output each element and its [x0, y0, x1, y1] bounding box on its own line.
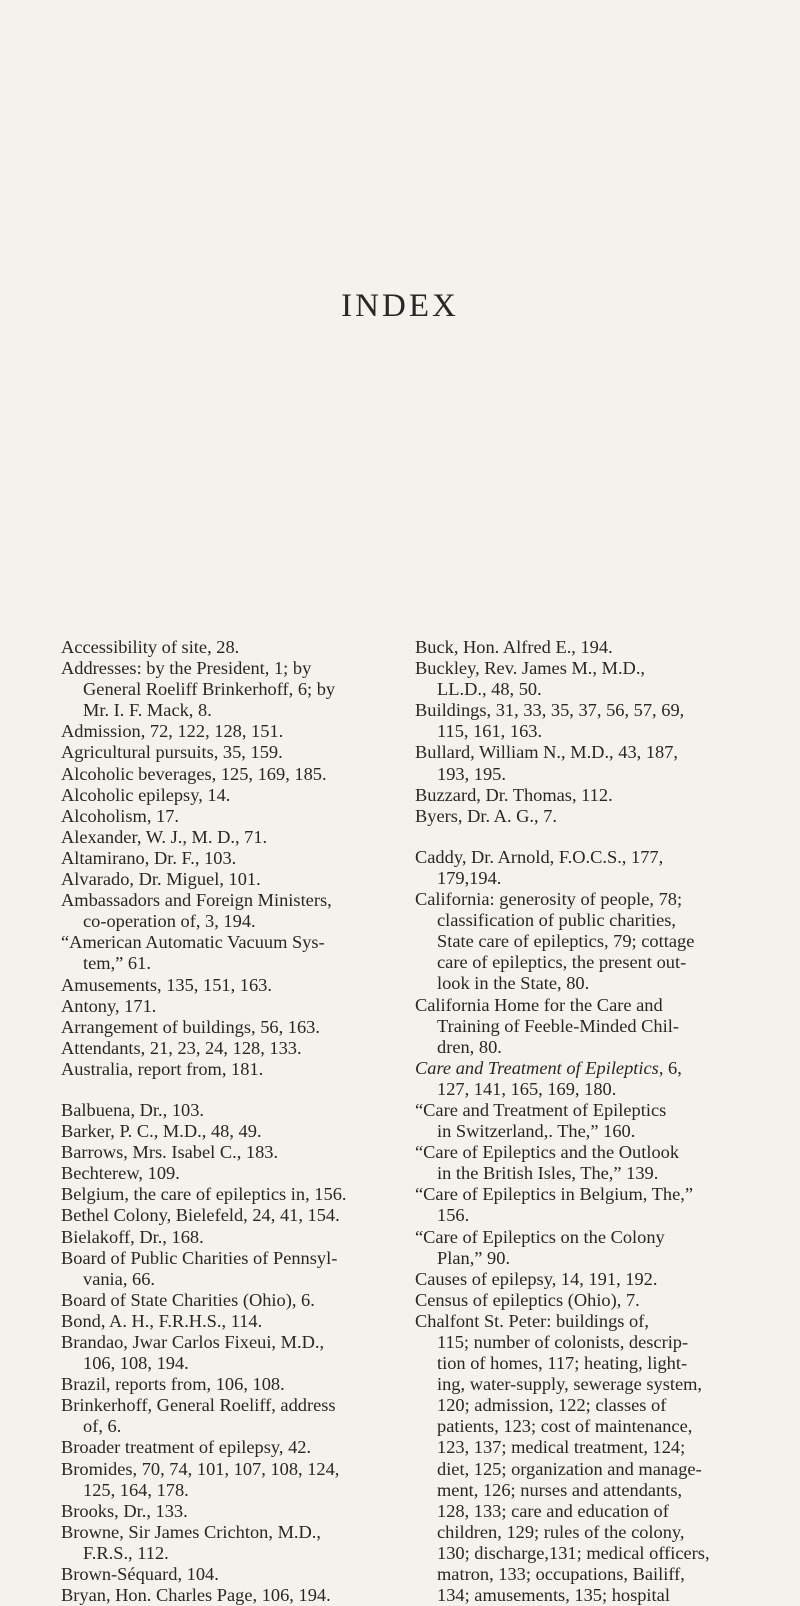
index-entry-line: Alvarado, Dr. Miguel, 101.	[61, 869, 261, 890]
index-entry	[61, 1437, 406, 1458]
index-entry-line: Alcoholic beverages, 125, 169, 185.	[61, 763, 327, 784]
index-entry	[415, 806, 760, 827]
index-entry-line: in the British Isles, The,” 139.	[437, 1163, 659, 1184]
index-entry-line: 156.	[437, 1205, 470, 1226]
index-entry	[415, 742, 760, 784]
index-entry-line: vania, 66.	[83, 1268, 156, 1289]
index-entry-line: 106, 108, 194.	[83, 1353, 189, 1374]
index-entry-line: ing, water-supply, sewerage system,	[437, 1374, 703, 1395]
index-entry-line: Belgium, the care of epileptics in, 156.	[61, 1184, 347, 1205]
index-entry	[415, 1227, 760, 1269]
index-entry	[61, 637, 406, 658]
index-entry-line: classification of public charities,	[437, 910, 676, 931]
index-entry-line: Brazil, reports from, 106, 108.	[61, 1374, 285, 1395]
index-entry-line: Brown-Séquard, 104.	[61, 1564, 219, 1585]
index-entry	[61, 1248, 406, 1290]
index-entry	[415, 1142, 760, 1184]
index-entry	[415, 1269, 760, 1290]
index-entry-line: look in the State, 80.	[437, 973, 590, 994]
index-entry-line: Barrows, Mrs. Isabel C., 183.	[61, 1142, 279, 1163]
index-entry-line: 120; admission, 122; classes of	[437, 1395, 667, 1416]
index-entry	[61, 996, 406, 1017]
index-entry-line: Amusements, 135, 151, 163.	[61, 974, 272, 995]
index-entry-line: Chalfont St. Peter: buildings of,	[415, 1310, 649, 1331]
index-entry-line: Barker, P. C., M.D., 48, 49.	[61, 1121, 262, 1142]
index-entry	[415, 700, 760, 742]
index-entry	[61, 1017, 406, 1038]
index-entry-line: Buck, Hon. Alfred E., 194.	[415, 637, 613, 657]
index-entry	[61, 658, 406, 721]
index-entry-line: Plan,” 90.	[437, 1247, 511, 1268]
index-entry-line: in Switzerland,. The,” 160.	[437, 1121, 636, 1142]
index-entry-line: Bethel Colony, Bielefeld, 24, 41, 154.	[61, 1205, 340, 1226]
index-entry-line: 115, 161, 163.	[437, 721, 543, 742]
index-entry-line: Altamirano, Dr. F., 103.	[61, 847, 237, 868]
index-entry	[61, 806, 406, 827]
index-entry	[61, 869, 406, 890]
index-entry	[415, 1311, 760, 1606]
index-entry-line: Buckley, Rev. James M., M.D.,	[415, 658, 646, 679]
index-entry	[61, 890, 406, 932]
index-entry-line: Alcoholic epilepsy, 14.	[61, 784, 231, 805]
index-entry-line: Broader treatment of epilepsy, 42.	[61, 1437, 312, 1458]
index-entry-line: California Home for the Care and	[415, 994, 663, 1015]
index-entry-line: Board of Public Charities of Pennsyl-	[61, 1247, 338, 1268]
index-entry-line: Bryan, Hon. Charles Page, 106, 194.	[61, 1585, 331, 1606]
index-entry-line: Mr. I. F. Mack, 8.	[83, 700, 212, 721]
index-entry-line: 128, 133; care and education of	[437, 1500, 669, 1521]
index-entry-line: diet, 125; organization and manage-	[437, 1458, 702, 1479]
index-entry-line: 179,194.	[437, 867, 502, 888]
index-entry	[61, 827, 406, 848]
index-entry-line: General Roeliff Brinkerhoff, 6; by	[83, 679, 336, 700]
index-entry	[61, 1459, 406, 1501]
index-entry	[61, 1227, 406, 1248]
index-entry-line: F.R.S., 112.	[83, 1542, 169, 1563]
index-entry	[415, 889, 760, 994]
index-entry-line: Balbuena, Dr., 103.	[61, 1099, 205, 1120]
index-entry-line: children, 129; rules of the colony,	[437, 1521, 685, 1542]
index-entry	[61, 1290, 406, 1311]
index-entry	[61, 1585, 406, 1606]
index-entry	[61, 1332, 406, 1374]
index-entry	[61, 1142, 406, 1163]
index-entry-line: Accessibility of site, 28.	[61, 637, 240, 657]
index-entry-line: LL.D., 48, 50.	[437, 679, 542, 700]
index-entry-line: Bielakoff, Dr., 168.	[61, 1226, 204, 1247]
index-entry	[61, 742, 406, 763]
index-entry-line: Browne, Sir James Crichton, M.D.,	[61, 1521, 322, 1542]
index-entry	[61, 721, 406, 742]
index-entry	[61, 975, 406, 996]
index-entry-line: patients, 123; cost of maintenance,	[437, 1416, 693, 1437]
index-entry	[61, 1564, 406, 1585]
index-entry	[61, 1100, 406, 1121]
index-column-left	[61, 637, 406, 1606]
index-entry-line: 134; amusements, 135; hospital	[437, 1585, 670, 1606]
index-entry	[61, 848, 406, 869]
index-entry	[61, 1501, 406, 1522]
index-entry-line: 125, 164, 178.	[83, 1479, 189, 1500]
index-entry-line: ment, 126; nurses and attendants,	[437, 1479, 683, 1500]
index-entry-line: 127, 141, 165, 169, 180.	[437, 1078, 617, 1099]
index-entry-line: Bromides, 70, 74, 101, 107, 108, 124,	[61, 1458, 340, 1479]
index-entry	[61, 1311, 406, 1332]
index-entry	[61, 1374, 406, 1395]
index-entry	[61, 1038, 406, 1059]
index-entry-line: 130; discharge,131; medical officers,	[437, 1542, 710, 1563]
index-entry-line: Caddy, Dr. Arnold, F.O.C.S., 177,	[415, 846, 664, 867]
index-entry-line: Admission, 72, 122, 128, 151.	[61, 721, 284, 742]
index-entry	[415, 847, 760, 889]
index-entry-line: Board of State Charities (Ohio), 6.	[61, 1289, 315, 1310]
index-entry-line: co-operation of, 3, 194.	[83, 911, 256, 932]
index-entry-line: matron, 133; occupations, Bailiff,	[437, 1564, 685, 1585]
index-entry	[415, 995, 760, 1058]
index-entry	[415, 1100, 760, 1142]
index-entry-line: 123, 137; medical treatment, 124;	[437, 1437, 686, 1458]
index-entry	[415, 1184, 760, 1226]
index-entry	[61, 1522, 406, 1564]
index-entry-line: tion of homes, 117; heating, light-	[437, 1353, 688, 1374]
index-entry-line: California: generosity of people, 78;	[415, 889, 683, 910]
index-entry-line: Brooks, Dr., 133.	[61, 1500, 188, 1521]
index-entry-line: tem,” 61.	[83, 953, 151, 974]
index-entry-line: Bond, A. H., F.R.H.S., 114.	[61, 1310, 263, 1331]
index-entry-line: 115; number of colonists, descrip-	[437, 1332, 689, 1352]
index-entry-line: Addresses: by the President, 1; by	[61, 658, 312, 679]
index-entry-line: Alcoholism, 17.	[61, 805, 180, 826]
index-entry-line: Agricultural pursuits, 35, 159.	[61, 742, 283, 763]
index-entry	[415, 1058, 760, 1100]
index-entry-line: Alexander, W. J., M. D., 71.	[61, 826, 268, 847]
page-title: INDEX	[341, 288, 459, 324]
index-entry-line: dren, 80.	[437, 1036, 502, 1057]
index-entry	[415, 785, 760, 806]
index-entry-line: Antony, 171.	[61, 995, 157, 1016]
index-entry-line: Attendants, 21, 23, 24, 128, 133.	[61, 1037, 302, 1058]
index-entry-line: Causes of epilepsy, 14, 191, 192.	[415, 1268, 658, 1289]
index-entry-line: of, 6.	[83, 1416, 122, 1437]
index-entry	[415, 637, 760, 658]
index-entry-line: care of epileptics, the present out-	[437, 952, 687, 973]
index-entry	[61, 1205, 406, 1226]
index-entry-line: Bullard, William N., M.D., 43, 187,	[415, 742, 679, 763]
index-entry	[61, 1059, 406, 1080]
index-entry-line: Brandao, Jwar Carlos Fixeui, M.D.,	[61, 1332, 325, 1352]
index-entry-line: “Care of Epileptics on the Colony	[415, 1226, 665, 1247]
index-entry-line: Byers, Dr. A. G., 7.	[415, 805, 558, 826]
index-entry-line: “Care of Epileptics in Belgium, The,”	[415, 1184, 693, 1205]
index-entry	[415, 1290, 760, 1311]
index-entry	[61, 1163, 406, 1184]
index-entry	[61, 764, 406, 785]
index-entry	[61, 1121, 406, 1142]
index-entry-line: Buzzard, Dr. Thomas, 112.	[415, 784, 613, 805]
index-entry-line: “American Automatic Vacuum Sys-	[61, 932, 325, 953]
index-entry-line: Census of epileptics (Ohio), 7.	[415, 1289, 640, 1310]
index-entry-line: Care and Treatment of Epileptics, 6,	[415, 1057, 682, 1078]
index-entry	[61, 785, 406, 806]
index-entry	[61, 1184, 406, 1205]
index-entry-line: “Care and Treatment of Epileptics	[415, 1099, 667, 1120]
index-entry-line: Australia, report from, 181.	[61, 1058, 264, 1079]
italic-title: Care and Treatment of Epileptics,	[415, 1057, 664, 1078]
index-entry-line: State care of epileptics, 79; cottage	[437, 931, 695, 952]
index-entry-line: Brinkerhoff, General Roeliff, address	[61, 1395, 336, 1416]
index-entry-line: Arrangement of buildings, 56, 163.	[61, 1016, 320, 1037]
index-entry-line: 193, 195.	[437, 763, 506, 784]
index-entry-line: “Care of Epileptics and the Outlook	[415, 1142, 680, 1163]
index-column-right	[415, 637, 760, 1606]
index-entry-line: Ambassadors and Foreign Ministers,	[61, 890, 332, 911]
index-entry-line: Bechterew, 109.	[61, 1163, 180, 1184]
index-entry	[61, 1395, 406, 1437]
index-entry	[61, 932, 406, 974]
index-entry-line: Training of Feeble-Minded Chil-	[437, 1015, 679, 1036]
index-entry-line: Buildings, 31, 33, 35, 37, 56, 57, 69,	[415, 700, 685, 721]
index-entry	[415, 658, 760, 700]
